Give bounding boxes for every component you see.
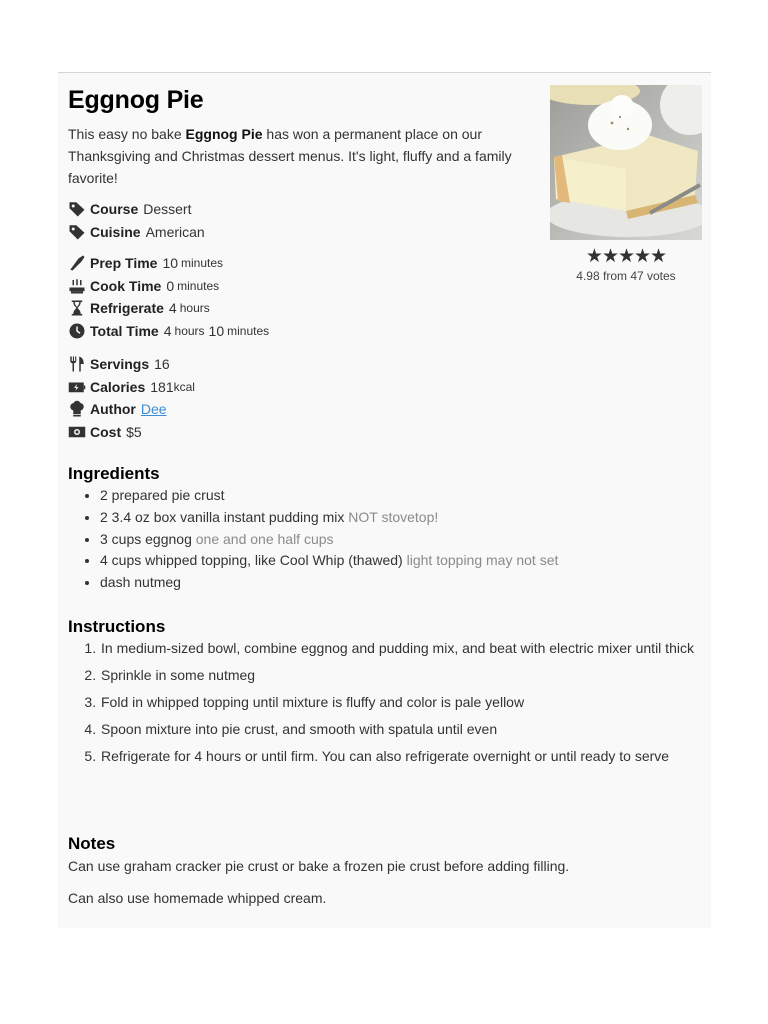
cook-time-unit: minutes (177, 278, 220, 293)
clock-icon (68, 322, 86, 340)
meta-calories (68, 376, 195, 399)
recipe-summary (68, 123, 528, 189)
instruction-step: 4. Spoon mixture into pie crust, and smooth with spatula until even (100, 718, 700, 740)
chef-hat-icon (68, 400, 86, 418)
tag-icon (68, 200, 86, 218)
cost-value: $5 (126, 423, 142, 440)
cost-label: Cost (90, 423, 122, 440)
summary-text-start: This easy no bake (68, 126, 186, 142)
ingredient-item (100, 529, 700, 551)
calories-label: Calories (90, 378, 146, 395)
meta-course (68, 198, 205, 221)
recipe-image[interactable] (550, 85, 702, 240)
ingredients-list (68, 485, 700, 594)
ingredients-heading: Ingredients (68, 464, 160, 483)
meta-cost (68, 421, 195, 444)
ingredient-text: dash nutmeg (100, 574, 181, 590)
calories-unit: kcal (173, 379, 195, 394)
meta-cook-time (68, 275, 269, 298)
meta-prep-time (68, 252, 269, 275)
ingredient-item (100, 550, 700, 572)
knife-icon (68, 254, 86, 272)
ingredient-item (100, 485, 700, 507)
prep-time-label: Prep Time (90, 255, 158, 272)
cook-time-value: 0 (166, 277, 175, 294)
recipe-card (58, 72, 711, 928)
author-link[interactable]: Dee (140, 401, 167, 418)
pot-icon (68, 277, 86, 295)
ingredient-item (100, 507, 700, 529)
ingredient-note: NOT stovetop! (348, 508, 439, 525)
rating-votes: 4.98 from 47 votes (576, 269, 676, 283)
meta-cuisine (68, 221, 205, 244)
prep-time-value: 10 (162, 255, 179, 272)
cuisine-value: American (145, 223, 205, 240)
total-time-value: 4 (163, 322, 172, 339)
meta-course-cuisine (68, 198, 205, 243)
instruction-step: 5. Refrigerate for 4 hours or until firm. You can also refrigerate overnight or until ready to serve (100, 745, 700, 767)
meta-total-time (68, 320, 269, 343)
total-time-unit-2: minutes (227, 323, 270, 338)
prep-time-unit: minutes (181, 256, 224, 271)
cook-time-label: Cook Time (90, 277, 162, 294)
course-value: Dessert (143, 201, 192, 218)
meta-refrigerate (68, 297, 269, 320)
ingredient-note: one and one half cups (195, 530, 334, 547)
tag-icon (68, 223, 86, 241)
total-time-value-2: 10 (208, 322, 225, 339)
ingredient-text: 2 3.4 oz box vanilla instant pudding mix (100, 508, 345, 525)
total-time-unit: hours (174, 323, 205, 338)
meta-author (68, 398, 195, 421)
instruction-step: 1. In medium-sized bowl, combine eggnog and pudding mix, and beat with electric mixer until thick (100, 637, 700, 659)
summary-bold: Eggnog Pie (185, 126, 263, 142)
instructions-list (68, 637, 700, 772)
battery-icon (68, 378, 86, 396)
notes-heading: Notes (68, 834, 116, 853)
fork-knife-icon (68, 355, 86, 373)
instruction-step: 2. Sprinkle in some nutmeg (100, 664, 700, 686)
ingredient-text: 4 cups whipped topping, like Cool Whip (thawed) (100, 552, 403, 569)
rating-stars[interactable]: ★★★★★ (585, 246, 667, 267)
refrigerate-label: Refrigerate (90, 300, 164, 317)
servings-label: Servings (90, 356, 150, 373)
refrigerate-value: 4 (168, 300, 177, 317)
meta-details (68, 353, 195, 443)
ingredient-note: light topping may not set (406, 552, 559, 569)
ingredient-text: 3 cups eggnog (100, 530, 192, 547)
ingredient-text: 2 prepared pie crust (100, 487, 225, 503)
summary-text-end: has won a permanent place on our Thanksgiving and Christmas dessert menus. It's light, fluffy and a family favorite! (68, 126, 512, 186)
author-label: Author (90, 401, 136, 418)
meta-times (68, 252, 269, 342)
note-text: Can use graham cracker pie crust or bake a frozen pie crust before adding filling. (68, 858, 570, 874)
instructions-heading: Instructions (68, 617, 166, 636)
money-icon (68, 423, 86, 441)
servings-value[interactable]: 16 (154, 356, 170, 373)
hourglass-icon (68, 299, 86, 317)
pie-photo (550, 85, 702, 240)
recipe-title: Eggnog Pie (68, 86, 204, 114)
ingredient-item (100, 572, 700, 594)
refrigerate-unit: hours (179, 301, 210, 316)
cuisine-label: Cuisine (90, 223, 141, 240)
meta-servings (68, 353, 195, 376)
total-time-label: Total Time (90, 322, 159, 339)
course-label: Course (90, 201, 139, 218)
calories-value: 181 (150, 378, 174, 395)
note-text: Can also use homemade whipped cream. (68, 890, 327, 906)
instruction-step: 3. Fold in whipped topping until mixture is fluffy and color is pale yellow (100, 691, 700, 713)
